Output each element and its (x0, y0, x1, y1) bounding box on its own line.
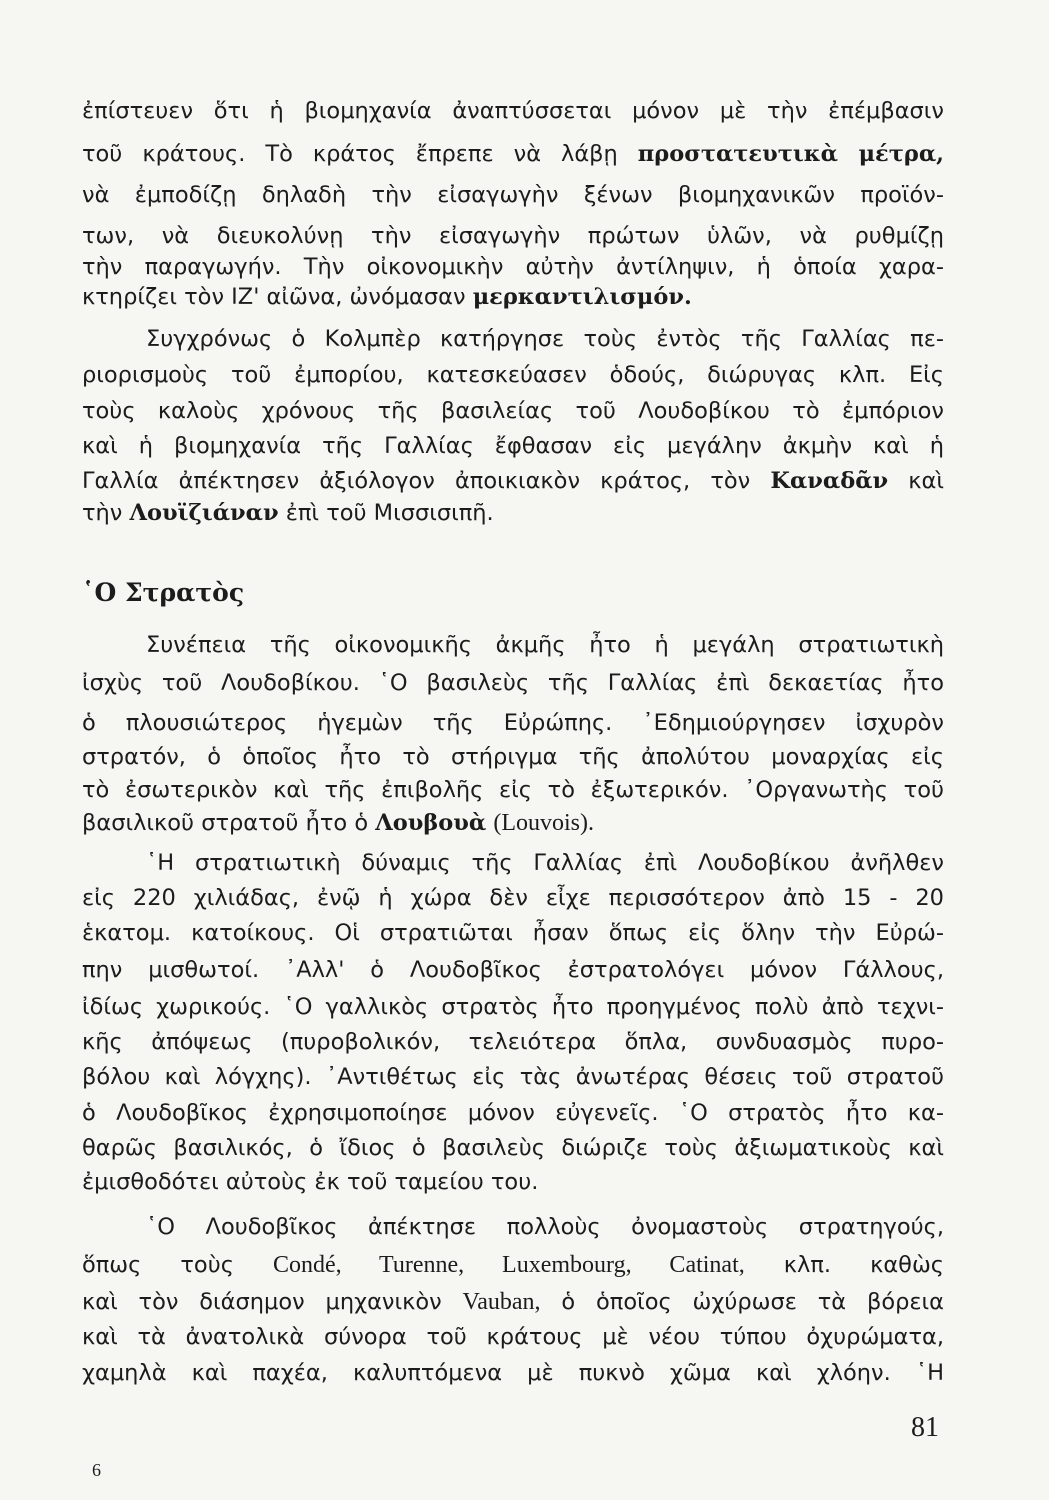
text-line (82, 1287, 944, 1317)
text-line: κῆς ἀπόψεως (πυροβολικόν, τελειότερα ὅπλα, συνδυασμὸς πυρο- (82, 1029, 944, 1055)
text-line: Συνέπεια τῆς οἰκονομικῆς ἀκμῆς ἦτο ἡ μεγάλη στρατιωτικὴ (146, 632, 944, 658)
text-span: καὶ (908, 468, 945, 494)
text-line: τὸ ἐσωτερικὸν καὶ τῆς ἐπιβολῆς εἰς τὸ ἐξωτερικόν. ᾿Οργανωτὴς τοῦ (82, 777, 944, 803)
text-line: ἑκατομ. κατοίκους. Οἱ στρατιῶται ἦσαν ὅπως εἰς ὅλην τὴν Εὐρώ- (82, 920, 944, 946)
text-line: θαρῶς βασιλικός, ὁ ἴδιος ὁ βασιλεὺς διώριζε τοὺς ἀξιωματικοὺς καὶ (82, 1135, 944, 1161)
text-line: ὁ Λουδοβῖκος ἐχρησιμοποίησε μόνον εὐγενεῖς. ῾Ο στρατὸς ἦτο κα- (82, 1100, 944, 1126)
emphasis-louvois: Λουβουὰ (375, 810, 487, 836)
text-line: ἐπίστευεν ὅτι ἡ βιομηχανία ἀναπτύσσεται μόνον μὲ τὴν ἐπέμβασιν (82, 98, 944, 124)
text-line (82, 282, 944, 312)
text-line (82, 139, 944, 169)
text-line: τὴν παραγωγήν. Τὴν οἰκονομικὴν αὐτὴν ἀντίληψιν, ἡ ὁποία χαρα- (82, 254, 944, 280)
text-span: τὴν (82, 500, 123, 526)
page-number: 81 (911, 1412, 939, 1443)
text-line: χαμηλὰ καὶ παχέα, καλυπτόμενα μὲ πυκνὸ χῶμα καὶ χλόην. ῾Η (82, 1360, 944, 1386)
text-line: καὶ τὰ ἀνατολικὰ σύνορα τοῦ κράτους μὲ νέου τύπου ὀχυρώματα, (82, 1324, 944, 1350)
emphasis-canada: Καναδᾶν (770, 468, 889, 494)
text-span: καὶ τὸν διάσημον μηχανικὸν (82, 1289, 442, 1315)
latin-generals: Condé, Turenne, Luxembourg, Catinat, (272, 1252, 745, 1278)
latin-vauban: Vauban, (462, 1289, 541, 1315)
section-heading: ῾Ο Στρατὸς (82, 578, 245, 607)
text-line: τοὺς καλοὺς χρόνους τῆς βασιλείας τοῦ Λουδοβίκου τὸ ἐμπόριον (82, 398, 944, 424)
text-span: κλπ. καθὼς (783, 1252, 944, 1278)
text-span: Γαλλία ἀπέκτησεν ἀξιόλογον ἀποικιακὸν κράτος, τὸν (82, 468, 751, 494)
text-line: ριορισμοὺς τοῦ ἐμπορίου, κατεσκεύασεν ὁδούς, διώρυγας κλπ. Εἰς (82, 362, 944, 388)
text-line: στρατόν, ὁ ὁποῖος ἦτο τὸ στήριγμα τῆς ἀπολύτου μοναρχίας εἰς (82, 744, 944, 770)
text-line: ὁ πλουσιώτερος ἡγεμὼν τῆς Εὐρώπης. ᾿Εδημιούργησεν ἰσχυρὸν (82, 710, 944, 736)
emphasis-mercantilism: μερκαντιλισμόν. (472, 284, 692, 310)
text-span: κτηρίζει τὸν ΙΖ' αἰῶνα, ὠνόμασαν (82, 284, 466, 310)
text-line: ἰδίως χωρικούς. ῾Ο γαλλικὸς στρατὸς ἦτο προηγμένος πολὺ ἀπὸ τεχνι- (82, 994, 944, 1020)
text-line: βόλου καὶ λόγχης). ᾿Αντιθέτως εἰς τὰς ἀνωτέρας θέσεις τοῦ στρατοῦ (82, 1064, 944, 1090)
text-line: Συγχρόνως ὁ Κολμπὲρ κατήργησε τοὺς ἐντὸς τῆς Γαλλίας πε- (146, 326, 944, 352)
emphasis-louisiana: Λουϊζιάναν (129, 500, 279, 526)
text-line: καὶ ἡ βιομηχανία τῆς Γαλλίας ἔφθασαν εἰς μεγάλην ἀκμὴν καὶ ἡ (82, 433, 944, 459)
text-line: νὰ ἐμποδίζῃ δηλαδὴ τὴν εἰσαγωγὴν ξένων βιομηχανικῶν προϊόν- (82, 182, 944, 208)
text-line: ῾Ο Λουδοβῖκος ἀπέκτησε πολλοὺς ὀνομαστοὺς στρατηγούς, (146, 1214, 944, 1240)
text-line: εἰς 220 χιλιάδας, ἐνῷ ἡ χώρα δὲν εἶχε περισσότερον ἀπὸ 15 - 20 (82, 885, 944, 911)
emphasis-protective-measures: προστατευτικὰ μέτρα, (637, 141, 944, 167)
signature-mark: 6 (92, 1460, 101, 1480)
text-line: ῾Η στρατιωτικὴ δύναμις τῆς Γαλλίας ἐπὶ Λουδοβίκου ἀνῆλθεν (146, 850, 944, 876)
text-line: πην μισθωτοί. ᾿Αλλ' ὁ Λουδοβῖκος ἐστρατολόγει μόνον Γάλλους, (82, 957, 944, 983)
text-line (82, 1250, 944, 1280)
text-line (82, 498, 944, 528)
text-line: ἐμισθοδότει αὐτοὺς ἐκ τοῦ ταμείου του. (82, 1169, 539, 1195)
text-span: ὅπως τοὺς (82, 1252, 234, 1278)
text-line (82, 466, 944, 496)
text-line: ἰσχὺς τοῦ Λουδοβίκου. ῾Ο βασιλεὺς τῆς Γαλλίας ἐπὶ δεκαετίας ἦτο (82, 670, 944, 696)
text-span: ἐπὶ τοῦ Μισσισιπῆ. (285, 500, 494, 526)
text-line: των, νὰ διευκολύνῃ τὴν εἰσαγωγὴν πρώτων ὑλῶν, νὰ ρυθμίζῃ (82, 223, 944, 249)
text-span: τοῦ κράτους. Τὸ κράτος ἔπρεπε νὰ λάβῃ (82, 141, 618, 167)
text-span: ὁ ὁποῖος ὠχύρωσε τὰ βόρεια (561, 1289, 945, 1315)
text-span: βασιλικοῦ στρατοῦ ἦτο ὁ (82, 810, 369, 836)
text-line (82, 808, 944, 838)
latin-louvois: (Louvois). (493, 810, 595, 836)
